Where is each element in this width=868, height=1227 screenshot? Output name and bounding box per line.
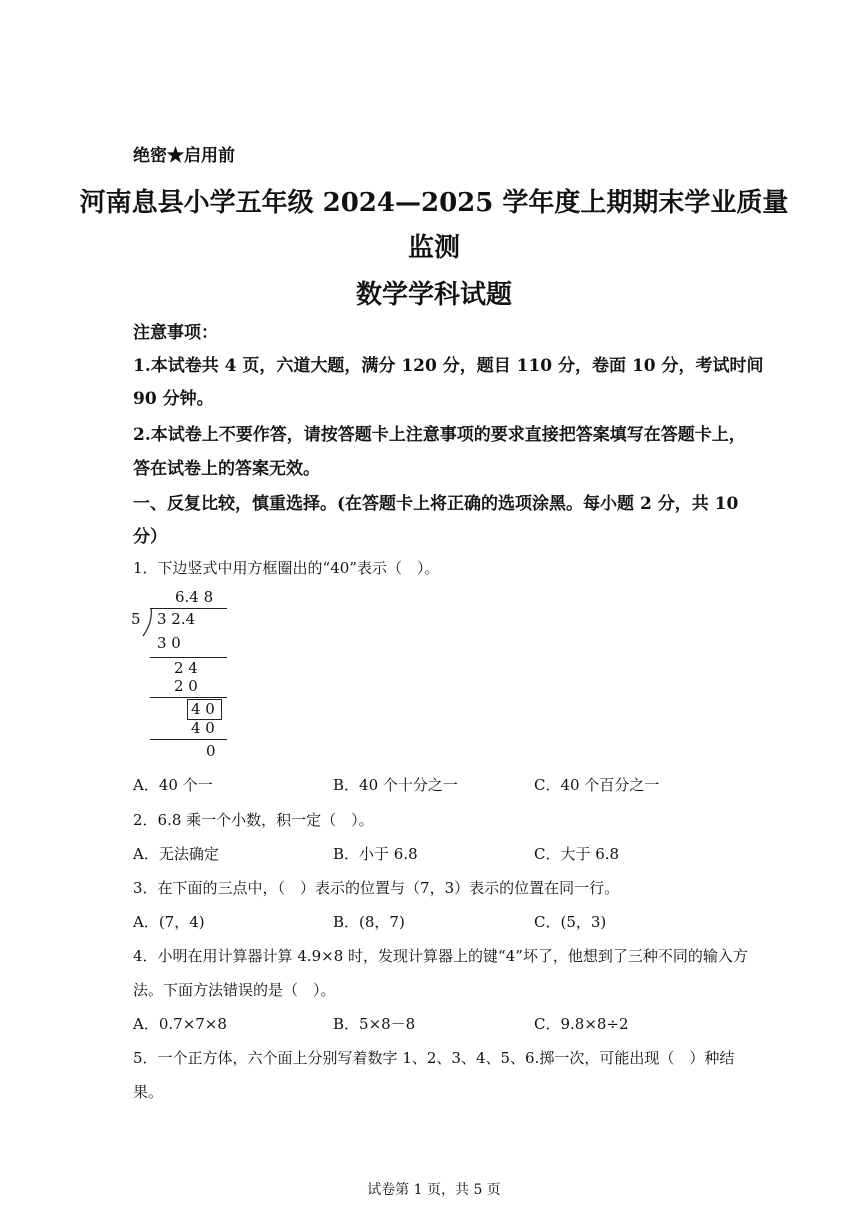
notes-heading: 注意事项： [133, 323, 218, 343]
ld-line-3 [150, 739, 227, 740]
section1-heading: 一、反复比较，慎重选择。(在答题卡上将正确的选项涂黑。每小题 2 分，共 10 [133, 494, 739, 514]
ld-quotient: 6.4 8 [175, 588, 214, 606]
question-4-option-a: A．0.7×7×8 [133, 1015, 227, 1033]
question-2-option-a: A．无法确定 [133, 845, 219, 863]
question-2-option-b: B．小于 6.8 [333, 845, 418, 863]
question-3-option-b: B．(8，7) [333, 913, 405, 931]
ld-step-4: 4 0 [191, 700, 215, 718]
page-footer: 试卷第 1 页，共 5 页 [367, 1182, 501, 1198]
question-1-text: 1．下边竖式中用方框圈出的“40”表示（ ）。 [133, 559, 440, 577]
question-5-text: 5．一个正方体，六个面上分别写着数字 1、2、3、4、5、6.掷一次，可能出现（ ）种结 [133, 1049, 735, 1067]
question-4-text: 4．小明在用计算器计算 4.9×8 时，发现计算器上的键“4”坏了，他想到了三种不同的输入方 [133, 947, 748, 965]
exam-title-line1: 河南息县小学五年级 2024—2025 学年度上期期末学业质量 [79, 188, 789, 218]
ld-step-3: 2 0 [174, 677, 198, 695]
question-4-option-c: C．9.8×8÷2 [534, 1015, 629, 1033]
ld-bracket-top [150, 608, 227, 609]
ld-line-2 [150, 697, 227, 698]
note-line-2b: 答在试卷上的答案无效。 [133, 459, 320, 479]
question-2-text: 2．6.8 乘一个小数，积一定（ ）。 [133, 811, 374, 829]
note-line-2: 2.本试卷上不要作答，请按答题卡上注意事项的要求直接把答案填写在答题卡上， [133, 425, 746, 445]
ld-remainder: 0 [206, 742, 216, 760]
question-1-option-a: A．40 个一 [133, 776, 213, 794]
question-4-option-b: B．5×8－8 [333, 1015, 416, 1033]
question-4-text-b: 法。下面方法错误的是（ ）。 [133, 981, 336, 999]
ld-step-2: 2 4 [174, 659, 198, 677]
question-2-option-c: C．大于 6.8 [534, 845, 620, 863]
ld-divisor: 5 [131, 610, 141, 628]
note-line-1: 1.本试卷共 4 页，六道大题，满分 120 分，题目 110 分，卷面 10 分，考试时间 [133, 356, 764, 376]
ld-step-5: 4 0 [191, 719, 215, 737]
note-line-1b: 90 分钟。 [133, 389, 214, 409]
ld-bracket-curve [140, 606, 154, 638]
ld-line-1 [150, 657, 227, 658]
secret-label: 绝密★启用前 [133, 146, 235, 166]
question-5-text-b: 果。 [133, 1083, 164, 1101]
question-1-option-c: C．40 个百分之一 [534, 776, 660, 794]
question-3-option-c: C．(5，3) [534, 913, 607, 931]
question-3-option-a: A．(7，4) [133, 913, 205, 931]
ld-step-1: 3 0 [157, 634, 181, 652]
ld-dividend: 3 2.4 [157, 610, 196, 628]
exam-title-line2: 监测 [407, 233, 460, 263]
exam-subtitle: 数学学科试题 [355, 280, 512, 310]
section1-heading-b: 分） [133, 527, 167, 547]
question-1-option-b: B．40 个十分之一 [333, 776, 458, 794]
question-3-text: 3．在下面的三点中，（ ）表示的位置与（7，3）表示的位置在同一行。 [133, 879, 620, 897]
